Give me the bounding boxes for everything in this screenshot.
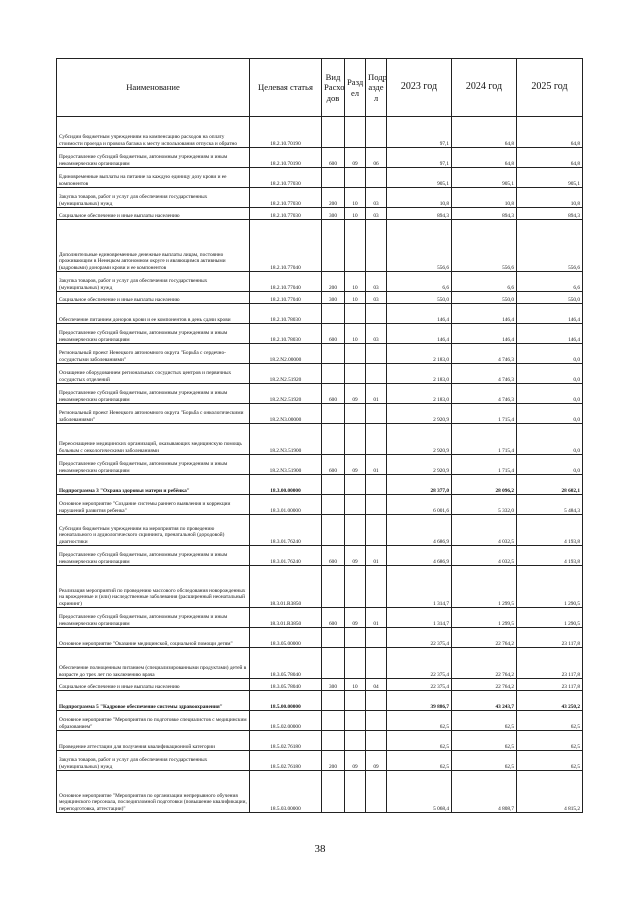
row-expense-type — [322, 731, 345, 751]
row-target-article: 18.2.10.77040 — [250, 292, 322, 304]
row-value-2025: 905,1 — [517, 168, 583, 188]
row-name: Переоснащение медицинских организаций, оказывающих медицинскую помощь больным с онкологическими заболеваниями — [57, 424, 250, 455]
row-value-2024: 146,4 — [452, 324, 517, 344]
header-year-2025: 2025 год — [517, 59, 583, 117]
row-value-2024: 22 764,2 — [452, 628, 517, 648]
header-subsection: Подр азде л — [366, 59, 387, 117]
row-value-2025: 64,8 — [517, 148, 583, 168]
row-value-2024: 1 299,5 — [452, 608, 517, 628]
table-row — [57, 628, 583, 648]
row-value-2024: 5 332,0 — [452, 495, 517, 515]
row-target-article: 18.5.03.00000 — [250, 771, 322, 813]
row-section: 09 — [345, 608, 366, 628]
row-target-article: 18.2.10.78030 — [250, 324, 322, 344]
row-target-article: 18.5.02.76180 — [250, 731, 322, 751]
row-subsection: 09 — [366, 751, 387, 771]
table-row — [57, 455, 583, 475]
row-name: Основное мероприятие "Оказание медицинской, социальной помощи детям" — [57, 628, 250, 648]
row-value-2023: 62,5 — [387, 751, 452, 771]
row-value-2024: 22 764,2 — [452, 648, 517, 679]
row-expense-type — [322, 495, 345, 515]
row-value-2023: 2 920,9 — [387, 404, 452, 424]
row-subsection — [366, 404, 387, 424]
row-subsection — [366, 691, 387, 711]
row-value-2024: 10,8 — [452, 188, 517, 208]
row-name: Предоставление субсидий бюджетным, автономным учреждениям и иным некоммерческим организациям — [57, 324, 250, 344]
row-value-2023: 5 068,4 — [387, 771, 452, 813]
row-subsection — [366, 117, 387, 148]
row-target-article: 18.3.01.R3850 — [250, 566, 322, 608]
row-value-2023: 6 001,6 — [387, 495, 452, 515]
row-value-2023: 1 314,7 — [387, 608, 452, 628]
row-subsection — [366, 515, 387, 546]
row-value-2025: 5 484,3 — [517, 495, 583, 515]
row-expense-type — [322, 711, 345, 731]
row-name: Социальное обеспечение и иные выплаты населению — [57, 679, 250, 691]
row-target-article: 18.3.01.76240 — [250, 515, 322, 546]
row-value-2025: 894,3 — [517, 208, 583, 220]
table-row — [57, 751, 583, 771]
row-target-article: 18.3.05.78040 — [250, 679, 322, 691]
row-value-2023: 905,1 — [387, 168, 452, 188]
row-section: 09 — [345, 546, 366, 566]
row-value-2023: 39 886,7 — [387, 691, 452, 711]
row-value-2024: 4 746,3 — [452, 344, 517, 364]
row-name: Субсидии бюджетным учреждениям на мероприятия по проведению неонатального и аудиологического скрининга, пренатальной (дородовой) диагностики — [57, 515, 250, 546]
row-value-2025: 0,0 — [517, 424, 583, 455]
row-subsection — [366, 304, 387, 324]
table-row — [57, 220, 583, 272]
row-expense-type: 300 — [322, 292, 345, 304]
row-expense-type — [322, 168, 345, 188]
row-value-2025: 550,0 — [517, 292, 583, 304]
row-expense-type: 600 — [322, 148, 345, 168]
table-row — [57, 691, 583, 711]
row-value-2025: 0,0 — [517, 384, 583, 404]
row-expense-type: 600 — [322, 608, 345, 628]
row-value-2025: 23 117,8 — [517, 628, 583, 648]
row-target-article: 18.3.00.00000 — [250, 475, 322, 495]
row-target-article: 18.2.10.70190 — [250, 148, 322, 168]
row-target-article: 18.2.10.77030 — [250, 168, 322, 188]
row-subsection — [366, 344, 387, 364]
row-value-2025: 43 250,2 — [517, 691, 583, 711]
row-value-2025: 6,6 — [517, 272, 583, 292]
row-value-2024: 4 746,3 — [452, 364, 517, 384]
table-row — [57, 148, 583, 168]
table-row — [57, 566, 583, 608]
row-target-article: 18.5.00.00000 — [250, 691, 322, 711]
row-expense-type: 600 — [322, 546, 345, 566]
header-year-2023: 2023 год — [387, 59, 452, 117]
row-subsection: 01 — [366, 608, 387, 628]
row-target-article: 18.2.10.77040 — [250, 220, 322, 272]
row-name: Региональный проект Ненецкого автономного округа "Борьба с онкологическими заболеваниями" — [57, 404, 250, 424]
table-row — [57, 188, 583, 208]
row-name: Оснащение оборудованием региональных сосудистых центров и первичных сосудистых отделений — [57, 364, 250, 384]
row-value-2025: 4 193,8 — [517, 515, 583, 546]
row-section: 09 — [345, 384, 366, 404]
row-section — [345, 424, 366, 455]
row-expense-type — [322, 364, 345, 384]
table-row — [57, 292, 583, 304]
row-value-2023: 97,1 — [387, 148, 452, 168]
table-row — [57, 546, 583, 566]
row-value-2025: 62,5 — [517, 751, 583, 771]
table-row — [57, 168, 583, 188]
row-expense-type — [322, 648, 345, 679]
table-row — [57, 711, 583, 731]
row-subsection: 03 — [366, 292, 387, 304]
row-value-2023: 22 375,4 — [387, 679, 452, 691]
row-expense-type — [322, 344, 345, 364]
row-expense-type: 300 — [322, 208, 345, 220]
page-number: 38 — [314, 843, 326, 855]
row-name: Обеспечение полноценным питанием (специализированными продуктами) детей в возрасте до трех лет по заключению врача — [57, 648, 250, 679]
row-value-2025: 62,5 — [517, 731, 583, 751]
row-value-2025: 0,0 — [517, 455, 583, 475]
row-value-2025: 23 117,8 — [517, 648, 583, 679]
header-section: Разд ел — [345, 59, 366, 117]
table-row — [57, 648, 583, 679]
row-section: 10 — [345, 272, 366, 292]
row-value-2024: 4 032,5 — [452, 546, 517, 566]
row-section: 10 — [345, 679, 366, 691]
row-value-2025: 23 117,8 — [517, 679, 583, 691]
table-row — [57, 475, 583, 495]
row-section: 10 — [345, 188, 366, 208]
row-value-2023: 146,4 — [387, 304, 452, 324]
row-value-2024: 550,0 — [452, 292, 517, 304]
row-value-2024: 4 032,5 — [452, 515, 517, 546]
row-section — [345, 628, 366, 648]
row-value-2024: 64,8 — [452, 117, 517, 148]
row-expense-type — [322, 220, 345, 272]
row-target-article: 18.2.N3.00000 — [250, 404, 322, 424]
row-value-2025: 4 815,2 — [517, 771, 583, 813]
row-value-2024: 28 096,2 — [452, 475, 517, 495]
row-target-article: 18.2.10.78030 — [250, 304, 322, 324]
row-expense-type — [322, 628, 345, 648]
row-subsection: 01 — [366, 546, 387, 566]
header-target-article: Целевая статья — [250, 59, 322, 117]
row-value-2023: 146,4 — [387, 324, 452, 344]
row-value-2023: 22 375,4 — [387, 648, 452, 679]
row-expense-type — [322, 691, 345, 711]
row-expense-type — [322, 424, 345, 455]
row-subsection: 01 — [366, 384, 387, 404]
row-value-2025: 64,8 — [517, 117, 583, 148]
row-expense-type: 600 — [322, 324, 345, 344]
row-section — [345, 691, 366, 711]
row-target-article: 18.2.N2.00000 — [250, 344, 322, 364]
row-value-2023: 62,5 — [387, 731, 452, 751]
row-value-2023: 2 920,9 — [387, 455, 452, 475]
row-name: Основное мероприятие "Создание системы раннего выявления и коррекции нарушений развития ребенка" — [57, 495, 250, 515]
row-expense-type — [322, 304, 345, 324]
row-expense-type — [322, 515, 345, 546]
row-value-2024: 894,3 — [452, 208, 517, 220]
row-value-2023: 2 183,0 — [387, 344, 452, 364]
row-subsection — [366, 628, 387, 648]
table-row — [57, 324, 583, 344]
row-value-2024: 6,6 — [452, 272, 517, 292]
row-name: Предоставление субсидий бюджетным, автономным учреждениям и иным некоммерческим организациям — [57, 546, 250, 566]
row-expense-type — [322, 117, 345, 148]
row-expense-type: 600 — [322, 455, 345, 475]
row-section — [345, 117, 366, 148]
row-value-2025: 62,5 — [517, 711, 583, 731]
row-value-2023: 28 377,0 — [387, 475, 452, 495]
row-name: Социальное обеспечение и иные выплаты населению — [57, 292, 250, 304]
row-name: Предоставление субсидий бюджетным, автономным учреждениям и иным некоммерческим организациям — [57, 148, 250, 168]
row-value-2023: 550,0 — [387, 292, 452, 304]
row-subsection — [366, 220, 387, 272]
row-target-article: 18.2.N2.51920 — [250, 364, 322, 384]
budget-table-page — [56, 58, 582, 813]
row-section: 10 — [345, 324, 366, 344]
row-value-2025: 1 290,5 — [517, 566, 583, 608]
row-section — [345, 495, 366, 515]
row-section — [345, 344, 366, 364]
row-value-2024: 905,1 — [452, 168, 517, 188]
row-target-article: 18.5.02.76180 — [250, 751, 322, 771]
row-name: Закупка товаров, работ и услуг для обеспечения государственных (муниципальных) нужд — [57, 272, 250, 292]
row-expense-type: 200 — [322, 272, 345, 292]
row-value-2024: 146,4 — [452, 304, 517, 324]
row-name: Обеспечение питанием доноров крови и ее компонентов в день сдачи крови — [57, 304, 250, 324]
row-value-2024: 1 715,4 — [452, 404, 517, 424]
row-value-2023: 6,6 — [387, 272, 452, 292]
row-expense-type: 200 — [322, 188, 345, 208]
row-expense-type — [322, 475, 345, 495]
row-value-2024: 62,5 — [452, 731, 517, 751]
row-target-article: 18.3.05.00000 — [250, 628, 322, 648]
row-name: Основное мероприятие "Мероприятия по организации непрерывного обучения медицинского персонала, последипломной подготовки (повышение квалификации, переподготовка, аттестации)" — [57, 771, 250, 813]
row-subsection — [366, 648, 387, 679]
row-value-2023: 62,5 — [387, 711, 452, 731]
table-row — [57, 608, 583, 628]
row-name: Проведение аттестации для получения квалификационной категории — [57, 731, 250, 751]
row-name: Субсидии бюджетным учреждениям на компенсацию расходов на оплату стоимости проезда и провоза багажа к месту использования отпуска и обратно — [57, 117, 250, 148]
row-value-2025: 28 602,1 — [517, 475, 583, 495]
row-target-article: 18.2.10.77030 — [250, 208, 322, 220]
row-section: 10 — [345, 292, 366, 304]
row-name: Предоставление субсидий бюджетным, автономным учреждениям и иным некоммерческим организациям — [57, 455, 250, 475]
row-value-2023: 97,1 — [387, 117, 452, 148]
row-target-article: 18.2.10.77030 — [250, 188, 322, 208]
row-name: Предоставление субсидий бюджетным, автономным учреждениям и иным некоммерческим организациям — [57, 384, 250, 404]
row-name: Реализация мероприятий по проведению массового обследования новорожденных на врожденные и (или) наследственные заболевания (расширенный неонатальный скрининг) — [57, 566, 250, 608]
row-value-2023: 2 183,0 — [387, 384, 452, 404]
row-section — [345, 364, 366, 384]
row-subsection — [366, 711, 387, 731]
row-target-article: 18.2.10.70190 — [250, 117, 322, 148]
row-section — [345, 220, 366, 272]
header-year-2024: 2024 год — [452, 59, 517, 117]
budget-table — [56, 58, 583, 813]
row-section — [345, 168, 366, 188]
row-section — [345, 771, 366, 813]
row-target-article: 18.2.N3.51900 — [250, 424, 322, 455]
row-value-2024: 1 715,4 — [452, 424, 517, 455]
row-value-2023: 4 686,9 — [387, 515, 452, 546]
table-row — [57, 384, 583, 404]
row-target-article: 18.5.02.00000 — [250, 711, 322, 731]
row-value-2025: 0,0 — [517, 404, 583, 424]
row-value-2025: 4 193,8 — [517, 546, 583, 566]
row-name: Закупка товаров, работ и услуг для обеспечения государственных (муниципальных) нужд — [57, 751, 250, 771]
row-expense-type — [322, 566, 345, 608]
row-subsection — [366, 168, 387, 188]
row-value-2023: 22 375,4 — [387, 628, 452, 648]
header-expense-type: Вид Расхо дов — [322, 59, 345, 117]
row-value-2023: 4 686,9 — [387, 546, 452, 566]
row-target-article: 18.2.N2.51920 — [250, 384, 322, 404]
row-subsection — [366, 495, 387, 515]
row-section — [345, 404, 366, 424]
row-value-2024: 1 299,5 — [452, 566, 517, 608]
row-value-2025: 10,8 — [517, 188, 583, 208]
row-value-2025: 0,0 — [517, 364, 583, 384]
row-target-article: 18.3.01.76240 — [250, 546, 322, 566]
row-section — [345, 515, 366, 546]
row-subsection — [366, 475, 387, 495]
row-name: Подпрограмма 3 "Охрана здоровья матери и ребёнка" — [57, 475, 250, 495]
table-row — [57, 495, 583, 515]
table-row — [57, 364, 583, 384]
row-subsection — [366, 566, 387, 608]
table-header-row — [57, 59, 583, 117]
row-subsection: 03 — [366, 324, 387, 344]
row-value-2024: 22 764,2 — [452, 679, 517, 691]
row-target-article: 18.3.05.78040 — [250, 648, 322, 679]
row-section — [345, 711, 366, 731]
row-value-2025: 556,6 — [517, 220, 583, 272]
row-subsection: 03 — [366, 188, 387, 208]
table-row — [57, 208, 583, 220]
row-value-2025: 1 290,5 — [517, 608, 583, 628]
row-value-2025: 0,0 — [517, 344, 583, 364]
row-subsection: 06 — [366, 148, 387, 168]
row-name: Закупка товаров, работ и услуг для обеспечения государственных (муниципальных) нужд — [57, 188, 250, 208]
row-section — [345, 648, 366, 679]
row-expense-type: 600 — [322, 384, 345, 404]
table-row — [57, 344, 583, 364]
row-section: 09 — [345, 148, 366, 168]
row-expense-type — [322, 404, 345, 424]
row-section — [345, 731, 366, 751]
row-subsection: 01 — [366, 455, 387, 475]
row-target-article: 18.3.01.R3850 — [250, 608, 322, 628]
row-value-2025: 146,4 — [517, 324, 583, 344]
table-row — [57, 272, 583, 292]
row-value-2024: 62,5 — [452, 711, 517, 731]
table-row — [57, 771, 583, 813]
row-value-2023: 556,6 — [387, 220, 452, 272]
row-name: Единовременные выплаты на питание за каждую единицу дозу крови и ее компонентов — [57, 168, 250, 188]
row-name: Дополнительные единовременные денежные выплаты лицам, постоянно проживающим в Ненецком автономном округе и являющимся активными (кадровыми) донорами крови и ее компонентов — [57, 220, 250, 272]
row-value-2024: 64,8 — [452, 148, 517, 168]
row-name: Подпрограмма 5 "Кадровое обеспечение системы здравоохранения" — [57, 691, 250, 711]
row-value-2023: 2 183,0 — [387, 364, 452, 384]
table-row — [57, 117, 583, 148]
row-value-2023: 1 314,7 — [387, 566, 452, 608]
table-row — [57, 304, 583, 324]
table-row — [57, 424, 583, 455]
row-name: Основное мероприятие "Мероприятия по подготовке специалистов с медицинским образованием" — [57, 711, 250, 731]
row-target-article: 18.2.N3.51900 — [250, 455, 322, 475]
row-value-2024: 1 715,4 — [452, 455, 517, 475]
row-subsection — [366, 364, 387, 384]
row-section: 09 — [345, 455, 366, 475]
row-subsection — [366, 771, 387, 813]
row-value-2024: 62,5 — [452, 751, 517, 771]
row-section — [345, 304, 366, 324]
row-section: 09 — [345, 751, 366, 771]
table-row — [57, 404, 583, 424]
row-target-article: 18.2.10.77040 — [250, 272, 322, 292]
row-subsection: 04 — [366, 679, 387, 691]
row-value-2023: 894,3 — [387, 208, 452, 220]
header-name: Наименование — [57, 59, 250, 117]
row-name: Региональный проект Ненецкого автономного округа "Борьба с сердечно-сосудистыми заболеваниями" — [57, 344, 250, 364]
row-target-article: 18.3.01.00000 — [250, 495, 322, 515]
row-subsection — [366, 424, 387, 455]
row-name: Предоставление субсидий бюджетным, автономным учреждениям и иным некоммерческим организациям — [57, 608, 250, 628]
row-section — [345, 566, 366, 608]
row-value-2024: 4 808,7 — [452, 771, 517, 813]
row-value-2024: 556,6 — [452, 220, 517, 272]
row-value-2023: 10,8 — [387, 188, 452, 208]
table-row — [57, 731, 583, 751]
row-value-2023: 2 920,9 — [387, 424, 452, 455]
row-value-2025: 146,4 — [517, 304, 583, 324]
row-subsection: 03 — [366, 272, 387, 292]
row-subsection: 03 — [366, 208, 387, 220]
row-name: Социальное обеспечение и иные выплаты населению — [57, 208, 250, 220]
row-expense-type — [322, 771, 345, 813]
table-row — [57, 515, 583, 546]
row-section — [345, 475, 366, 495]
row-value-2024: 43 243,7 — [452, 691, 517, 711]
row-value-2024: 4 746,3 — [452, 384, 517, 404]
table-row — [57, 679, 583, 691]
row-subsection — [366, 731, 387, 751]
row-expense-type: 200 — [322, 751, 345, 771]
row-section: 10 — [345, 208, 366, 220]
table-body — [57, 117, 583, 813]
row-expense-type: 300 — [322, 679, 345, 691]
